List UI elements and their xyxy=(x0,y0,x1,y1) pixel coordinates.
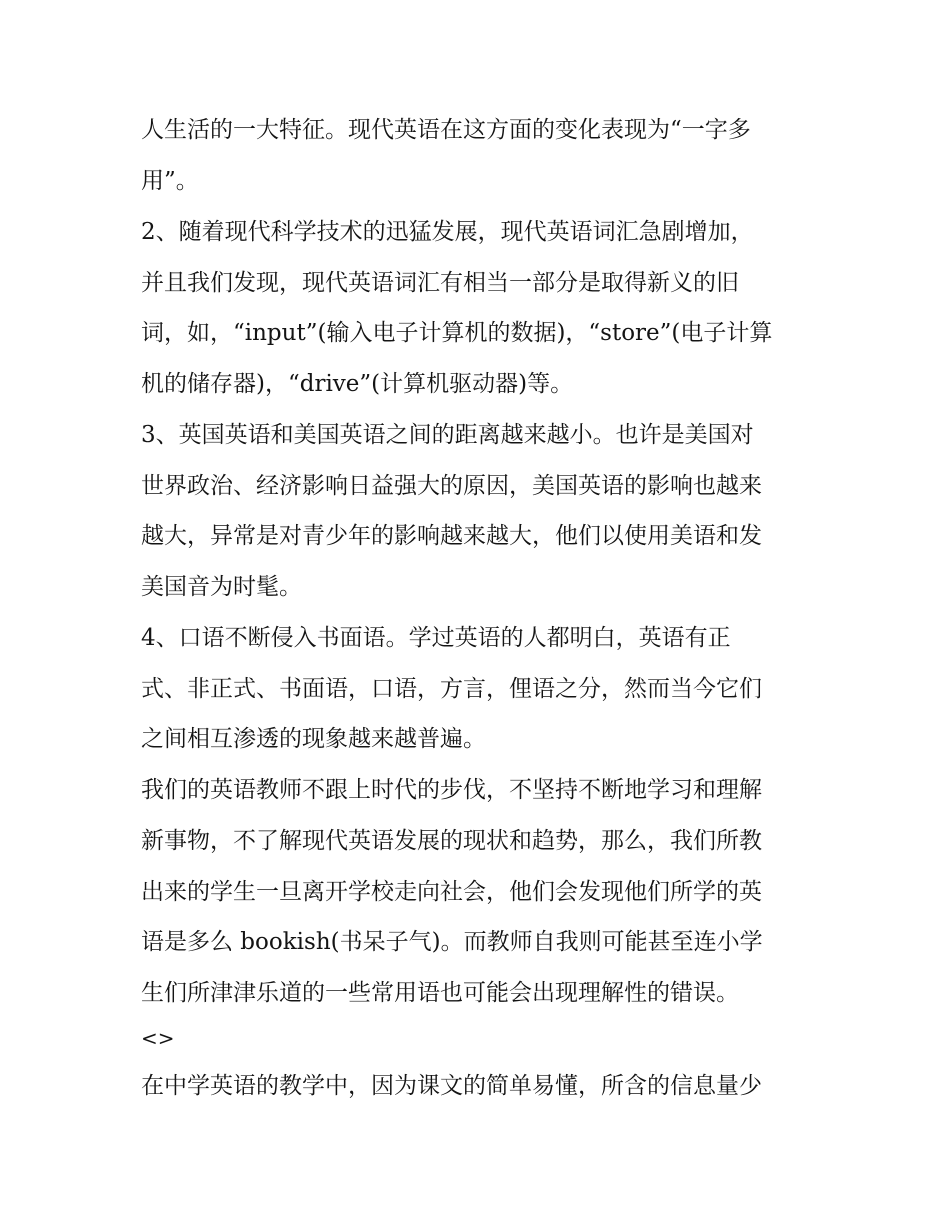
text-line: 在中学英语的教学中，因为课文的简单易懂，所含的信息量少 xyxy=(141,1073,762,1099)
text-line: 用”。 xyxy=(141,168,199,194)
text-line: 词，如，“input”(输入电子计算机的数据)，“store”(电子计算 xyxy=(141,320,773,346)
text-line: 世界政治、经济影响日益强大的原因，美国英语的影响也越来 xyxy=(141,473,762,499)
text-line: 越大，异常是对青少年的影响越来越大，他们以使用美语和发 xyxy=(141,523,762,549)
text-line: 式、非正式、书面语，口语，方言，俚语之分，然而当今它们 xyxy=(141,676,762,702)
text-line: 新事物，不了解现代英语发展的现状和趋势，那么，我们所教 xyxy=(141,828,762,854)
text-line: 并且我们发现，现代英语词汇有相当一部分是取得新义的旧 xyxy=(141,270,739,296)
text-line: 出来的学生一旦离开学校走向社会，他们会发现他们所学的英 xyxy=(141,879,762,905)
text-line: 3、英国英语和美国英语之间的距离越来越小。也许是美国对 xyxy=(141,422,754,448)
text-line: 我们的英语教师不跟上时代的步伐，不坚持不断地学习和理解 xyxy=(141,777,762,803)
text-line: <> xyxy=(141,1026,175,1050)
text-line: 2、随着现代科学技术的迅猛发展，现代英语词汇急剧增加， xyxy=(141,219,754,245)
text-line: 4、口语不断侵入书面语。学过英语的人都明白，英语有正 xyxy=(141,625,731,651)
text-line: 人生活的一大特征。现代英语在这方面的变化表现为“一字多 xyxy=(141,117,751,143)
text-line: 语是多么 bookish(书呆子气)。而教师自我则可能甚至连小学 xyxy=(141,929,763,955)
text-line: 美国音为时髦。 xyxy=(141,574,302,600)
text-line: 机的储存器)，“drive”(计算机驱动器)等。 xyxy=(141,371,574,397)
text-line: 之间相互渗透的现象越来越普遍。 xyxy=(141,726,486,752)
text-line: 生们所津津乐道的一些常用语也可能会出现理解性的错误。 xyxy=(141,980,739,1006)
